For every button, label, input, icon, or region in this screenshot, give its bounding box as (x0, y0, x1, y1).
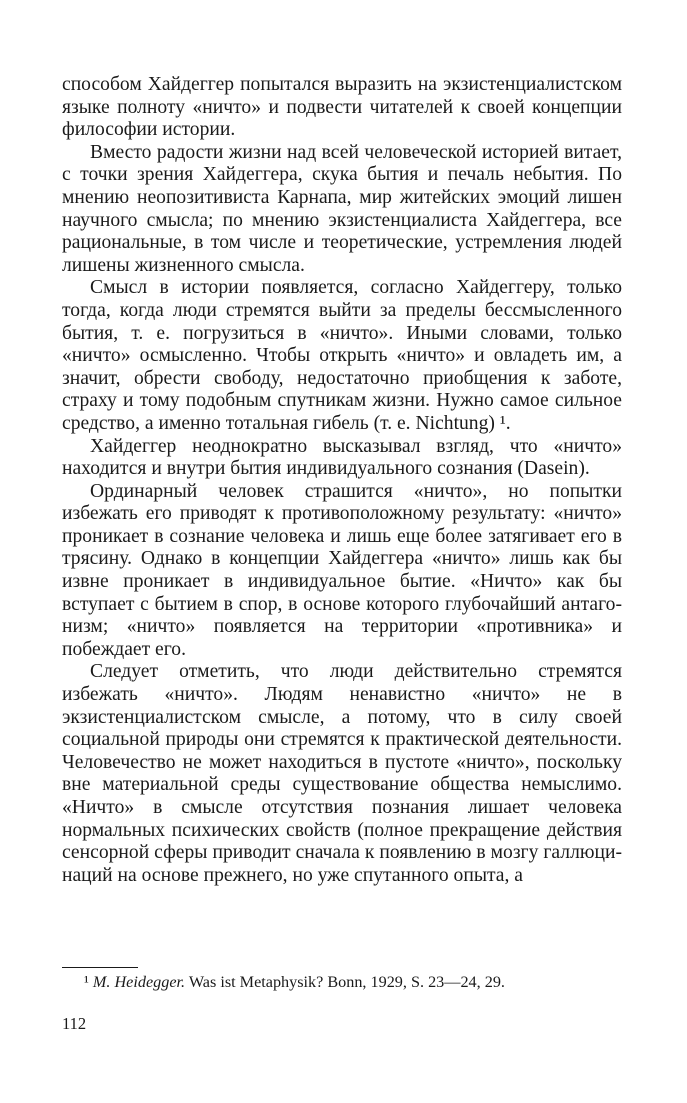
footnote (62, 972, 622, 992)
page-body (62, 74, 622, 887)
paragraph-3: Смысл в истории появляется, согласно Хайдеггеру, только тогда, когда люди стремятся выйти за пределы бессмысленного бытия, т. е. погрузиться в «ничто». Иными словами, только «ничто» осмысленно. Чтобы открыть «ничто» и овладеть им, а значит, обрести свободу, недостаточно приобщения к заботе, страху и тому подобным спутникам жизни. Нужно самое сильное средство, а именно тотальная гибель (т. е. Nichtung) ¹. (62, 277, 622, 434)
footnote-text: Was ist Metaphysik? Bonn, 1929, S. 23—24, 29. (188, 973, 505, 991)
footnote-marker: ¹ (84, 973, 89, 991)
paragraph-1: способом Хайдеггер попытался выразить на экзистенциалистском языке полноту «ничто» и подвести читателей к своей концепции философии истории. (62, 74, 622, 141)
paragraph-2: Вместо радости жизни над всей человеческой историей витает, с точки зрения Хайдеггера, скука бытия и печаль небытия. По мнению неопозитивиста Карнапа, мир житейских эмоций лишен научного смысла; по мнению экзистенциалиста Хайдеггера, все рациональные, в том числе и теоретические, устремления людей лишены жизненного смысла. (62, 141, 622, 276)
paragraph-6: Следует отметить, что люди действительно стремятся избежать «ничто». Людям ненавистно «ничто» не в экзистенциалистском смысле, а потому, что в силу своей социальной природы они стремятся к практической деятельности. Человечество не может находиться в пустоте «ничто», поскольку вне материальной среды существование общества немыслимо. «Ничто» в смысле отсутствия познания лишает человека нормальных психических свойств (полное прекращение действия сенсорной сферы приводит сначала к появлению в мозгу галлюцинаций на основе прежнего, но уже спутанного опыта, а (62, 661, 622, 886)
paragraph-5: Ординарный человек страшится «ничто», но попытки избежать его приводят к противоположному результату: «ничто» проникает в сознание человека и лишь еще более затягивает его в трясину. Однако в концепции Хайдеггера «ничто» лишь как бы извне проникает в индивидуальное бытие. «Ничто» как бы вступает с бытием в спор, в основе которого глубочайший антагонизм; «ничто» появляется на территории «противника» и побеждает его. (62, 480, 622, 660)
page-number: 112 (62, 1014, 87, 1033)
footnote-divider (62, 967, 138, 968)
paragraph-4: Хайдеггер неоднократно высказывал взгляд, что «ничто» находится и внутри бытия индивидуального сознания (Dasein). (62, 435, 622, 480)
footnote-author: M. Heidegger. (92, 973, 186, 991)
